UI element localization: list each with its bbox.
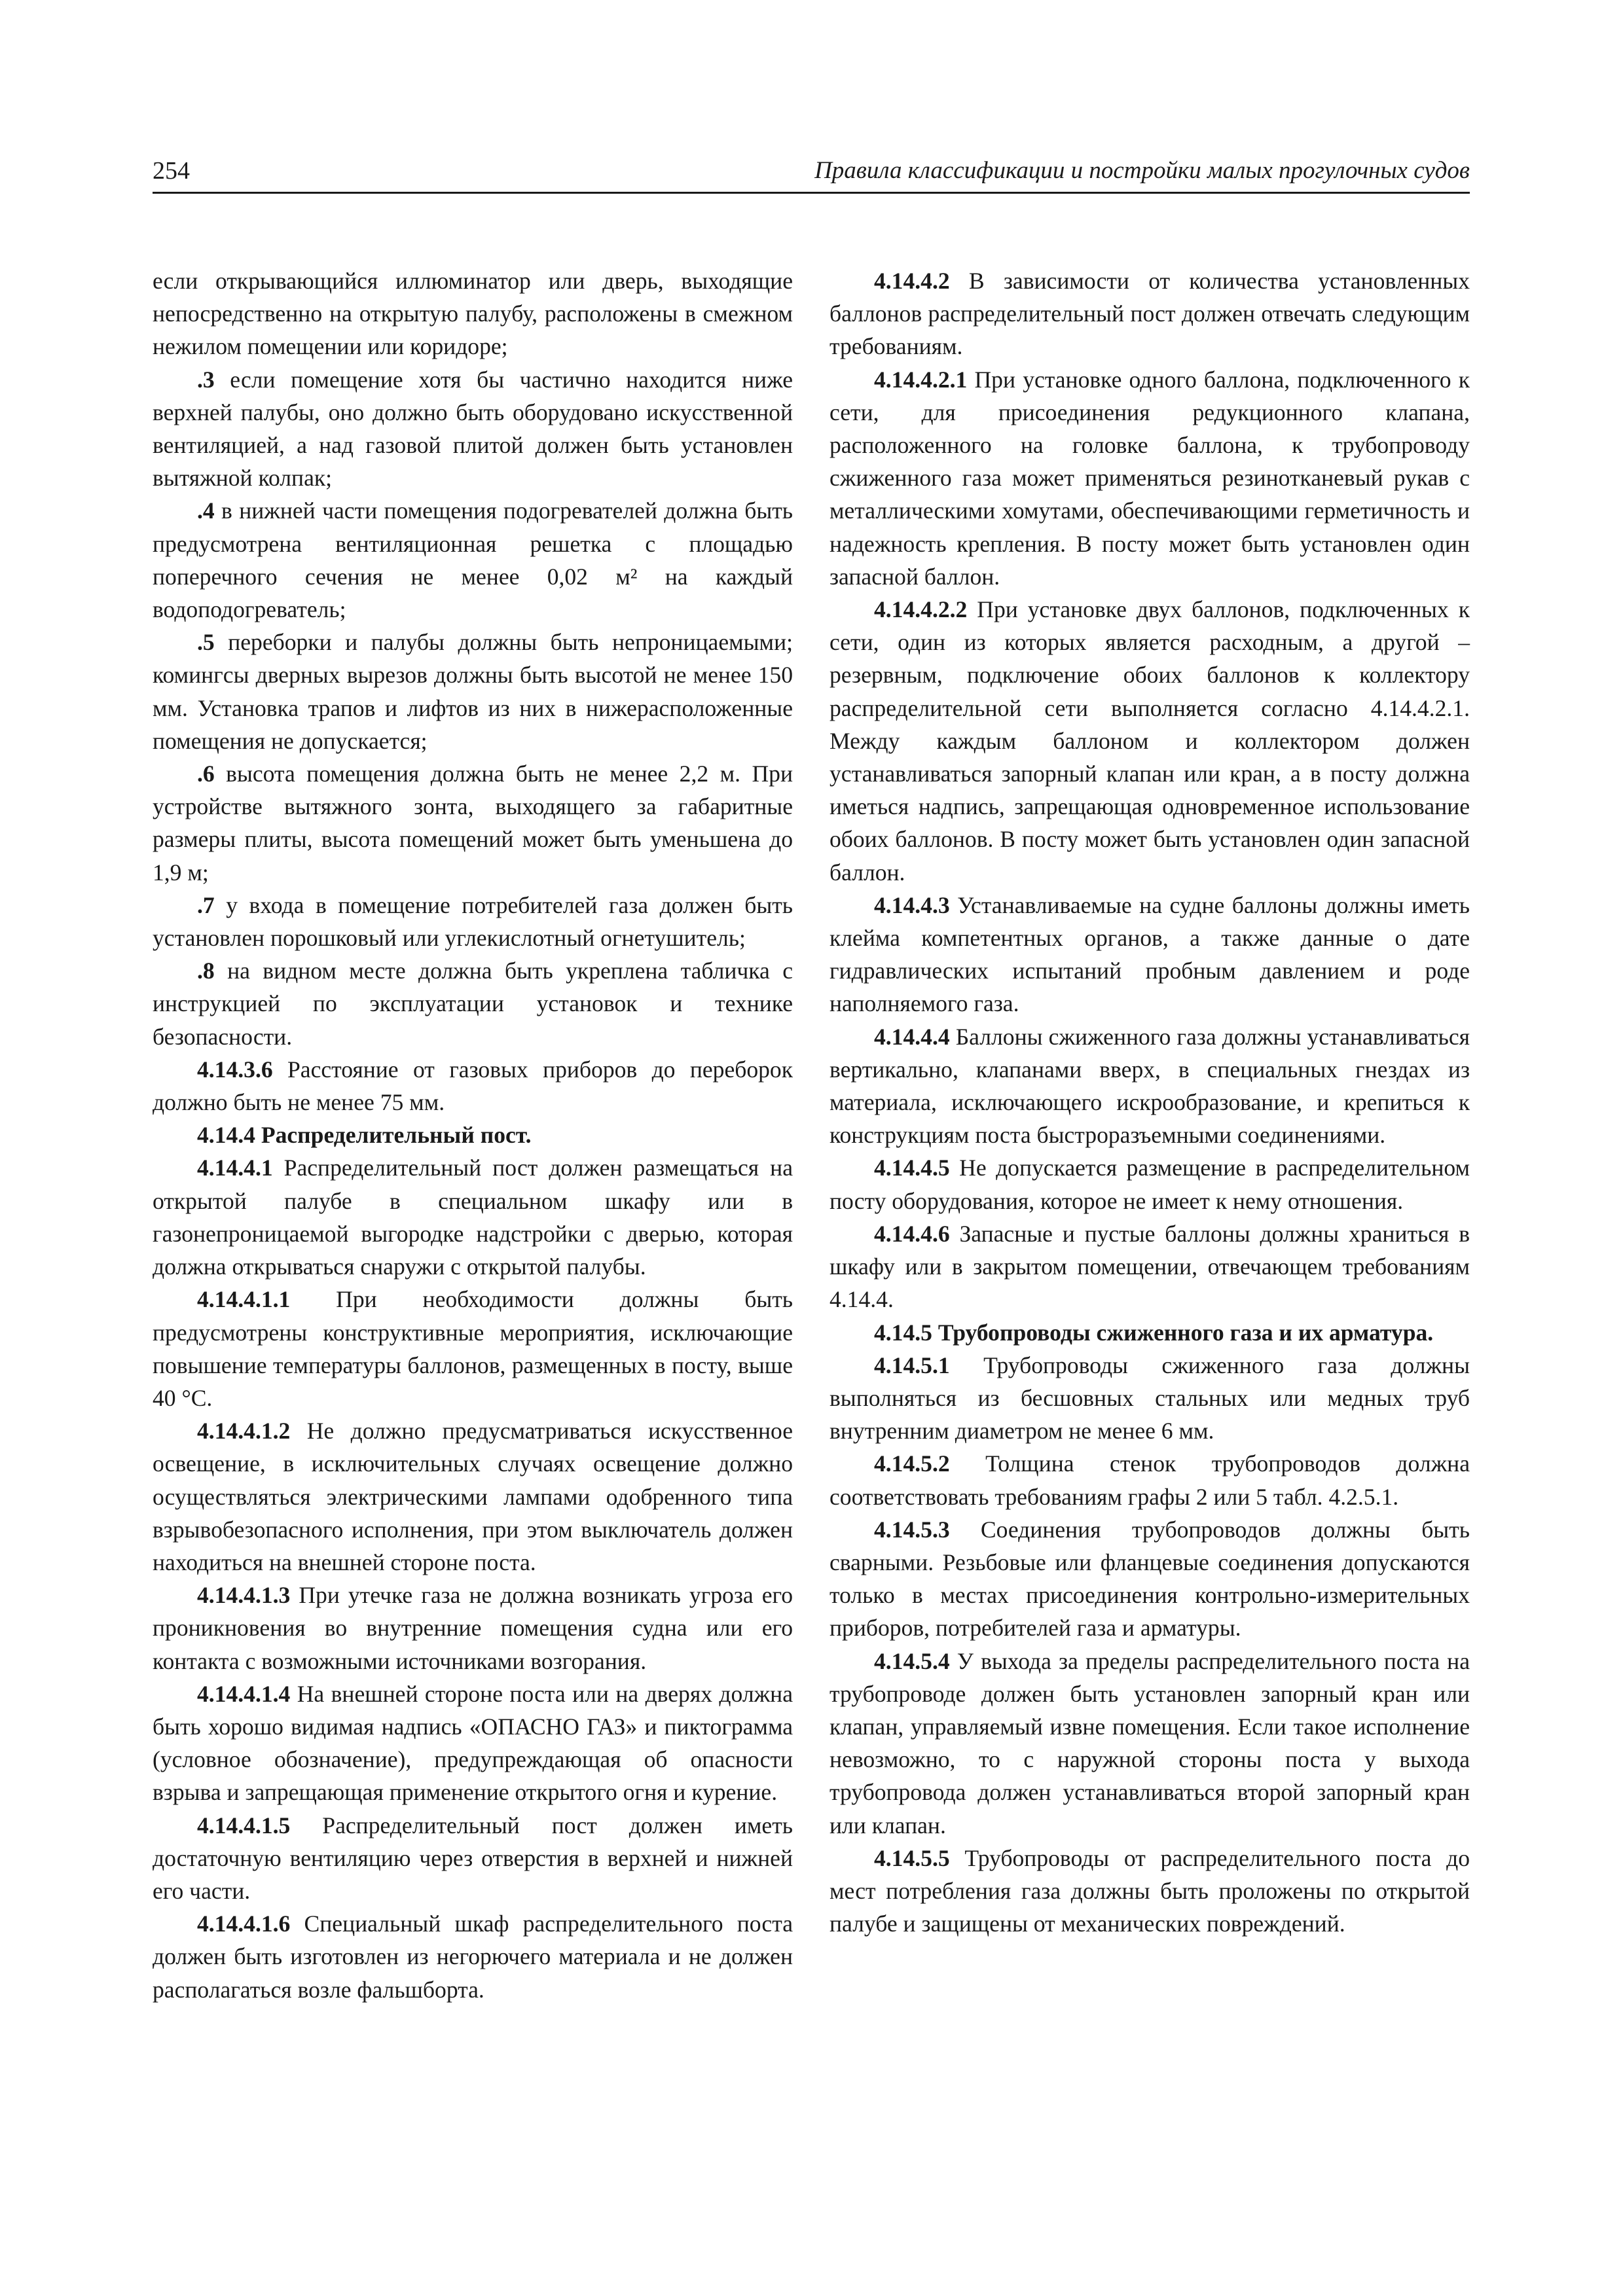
clause	[830, 363, 1470, 593]
clause-number: 4.14.4.4	[874, 1023, 950, 1050]
list-item	[153, 626, 793, 757]
clause	[830, 1645, 1470, 1842]
item-number: .6	[197, 761, 215, 787]
clause	[830, 889, 1470, 1020]
clause-number: 4.14.4.1.3	[197, 1582, 291, 1609]
item-text: у входа в помещение потребителей газа должен быть установлен порошковый или углекислотный огнетушитель;	[153, 891, 793, 952]
clause-text: При необходимости должны быть предусмотрены конструктивные мероприятия, исключающие повышение температуры баллонов, размещенных в посту, выше 40 °С.	[153, 1286, 793, 1411]
clause-text: Трубопроводы от распределительного поста до мест потребления газа должны быть проложены по открытой палубе и защищены от механических повреждений.	[830, 1844, 1470, 1937]
clause	[830, 1217, 1470, 1316]
clause-text: Баллоны сжиженного газа должны устанавливаться вертикально, клапанами вверх, в специальных гнездах из материала, исключающего искрообразование, и крепиться к конструкциям поста быстроразъемными соединениями.	[830, 1023, 1470, 1149]
item-text: если помещение хотя бы частично находится ниже верхней палубы, оно должно быть оборудовано искусственной вентиляцией, а над газовой плитой должен быть установлен вытяжной колпак;	[153, 366, 793, 492]
list-item	[153, 757, 793, 889]
clause	[830, 1513, 1470, 1645]
clause-text: Специальный шкаф распределительного поста должен быть изготовлен из негорючего материала и не должен располагаться возле фальшборта.	[153, 1910, 793, 2003]
page-header	[153, 154, 1470, 194]
item-number: .5	[197, 629, 215, 656]
clause-number: 4.14.5.5	[874, 1844, 950, 1871]
list-item	[153, 494, 793, 626]
clause	[153, 1907, 793, 2006]
clause-text: Толщина стенок трубопроводов должна соответствовать требованиям графы 2 или 5 табл. 4.2.5.1.	[830, 1450, 1470, 1510]
clause	[153, 1579, 793, 1677]
paragraph	[153, 264, 793, 363]
list-item	[153, 954, 793, 1053]
clause-text: Устанавливаемые на судне баллоны должны иметь клейма компетентных органов, а также данные о дате гидравлических испытаний пробным давлением и роде наполняемого газа.	[830, 891, 1470, 1017]
header-divider	[153, 192, 1470, 194]
clause-text: Не должно предусматриваться искусственное освещение, в исключительных случаях освещение должно осуществляться электрическими лампами одобренного типа взрывобезопасного исполнения, при этом выключатель должен находиться на внешней стороне поста.	[153, 1418, 793, 1575]
list-item	[153, 363, 793, 495]
clause-number: 4.14.4.1.2	[197, 1418, 291, 1444]
clause-text: При установке двух баллонов, подключенных к сети, один из которых является расходным, а другой – резервным, подключение обоих баллонов к коллектору распределительной сети выполняется согласно 4.14.4.2.1. Между каждым баллоном и коллектором должен устанавливаться запорный клапан или кран, а в посту должна иметься надпись, запрещающая одновременное использование обоих баллонов. В посту может быть установлен один запасной баллон.	[830, 596, 1470, 886]
clause-number: 4.14.4.2.1	[874, 366, 968, 393]
list-item	[153, 889, 793, 954]
item-number: .3	[197, 366, 215, 393]
clause-text: Распределительный пост должен размещаться на открытой палубе в специальном шкафу или в газонепроницаемой выгородке надстройки с дверью, которая должна открываться снаружи с открытой палубы.	[153, 1155, 793, 1280]
item-text: высота помещения должна быть не менее 2,2 м. При устройстве вытяжного зонта, выходящего за габаритные размеры плиты, высота помещений может быть уменьшена до 1,9 м;	[153, 761, 793, 886]
clause-number: 4.14.4.1.1	[197, 1286, 291, 1313]
clause-number: 4.14.4.1.6	[197, 1910, 291, 1937]
section-heading	[830, 1316, 1470, 1349]
clause-number: 4.14.4.2.2	[874, 596, 968, 623]
clause	[830, 1842, 1470, 1941]
clause-number: 4.14.4.1	[197, 1155, 273, 1181]
item-text: на видном месте должна быть укреплена табличка с инструкцией по эксплуатации установок и технике безопасности.	[153, 958, 793, 1050]
clause	[830, 1020, 1470, 1152]
right-text-column	[830, 264, 1470, 1940]
clause	[830, 264, 1470, 363]
item-number: .7	[197, 891, 215, 918]
clause-text: В зависимости от количества установленных баллонов распределительный пост должен отвечать следующим требованиям.	[830, 268, 1470, 360]
clause-text: При установке одного баллона, подключенного к сети, для присоединения редукционного клапана, расположенного на головке баллона, к трубопроводу сжиженного газа может применяться резинотканевый рукав с металлическими хомутами, обеспечивающими герметичность и надежность крепления. В посту может быть установлен один запасной баллон.	[830, 366, 1470, 590]
section-heading-text: 4.14.5 Трубопроводы сжиженного газа и их арматура.	[874, 1319, 1434, 1346]
clause	[830, 1151, 1470, 1217]
clause-number: 4.14.4.1.4	[197, 1680, 291, 1707]
section-heading	[153, 1119, 793, 1151]
clause-text: На внешней стороне поста или на дверях должна быть хорошо видимая надпись «ОПАСНО ГАЗ» и пиктограмма (условное обозначение), предупреждающая об опасности взрыва и запрещающая применение открытого огня и курение.	[153, 1680, 793, 1806]
clause-number: 4.14.4.5	[874, 1155, 950, 1181]
clause-number: 4.14.4.1.5	[197, 1812, 291, 1839]
clause	[153, 1151, 793, 1283]
left-text-column	[153, 264, 793, 2006]
page-number: 254	[153, 157, 190, 185]
clause-number: 4.14.5.1	[874, 1352, 950, 1378]
clause-text: Запасные и пустые баллоны должны храниться в шкафу или в закрытом помещении, отвечающем требованиям 4.14.4.	[830, 1220, 1470, 1313]
clause	[153, 1053, 793, 1119]
clause-number: 4.14.4.2	[874, 268, 950, 294]
paragraph-text: если открывающийся иллюминатор или дверь, выходящие непосредственно на открытую палубу, расположены в смежном нежилом помещении или коридоре;	[153, 268, 793, 360]
item-text: в нижней части помещения подогревателей должна быть предусмотрена вентиляционная решетка с площадью поперечного сечения не менее 0,02 м² на каждый водоподогреватель;	[153, 497, 793, 623]
clause	[153, 1283, 793, 1414]
clause-number: 4.14.5.2	[874, 1450, 950, 1477]
clause	[153, 1809, 793, 1908]
clause-number: 4.14.5.4	[874, 1647, 950, 1674]
item-text: переборки и палубы должны быть непроницаемыми; комингсы дверных вырезов должны быть высотой не менее 150 мм. Установка трапов и лифтов из них в нижерасположенные помещения не допускается;	[153, 629, 793, 754]
clause-text: Не допускается размещение в распределительном посту оборудования, которое не имеет к нему отношения.	[830, 1155, 1470, 1214]
item-number: .4	[197, 497, 215, 524]
clause-number: 4.14.4.3	[874, 891, 950, 918]
clause-text: Распределительный пост должен иметь достаточную вентиляцию через отверстия в верхней и нижней его части.	[153, 1812, 793, 1904]
running-title: Правила классификации и постройки малых прогулочных судов	[814, 157, 1470, 184]
clause-text: Трубопроводы сжиженного газа должны выполняться из бесшовных стальных или медных труб внутренним диаметром не менее 6 мм.	[830, 1352, 1470, 1444]
section-heading-text: 4.14.4 Распределительный пост.	[197, 1122, 532, 1149]
clause	[153, 1414, 793, 1579]
clause	[830, 593, 1470, 889]
clause-number: 4.14.5.3	[874, 1516, 950, 1543]
clause-text: Соединения трубопроводов должны быть сварными. Резьбовые или фланцевые соединения допускаются только в местах присоединения контрольно-измерительных приборов, потребителей газа и арматуры.	[830, 1516, 1470, 1641]
clause	[830, 1349, 1470, 1448]
clause-text: У выхода за пределы распределительного поста на трубопроводе должен быть установлен запорный кран или клапан, управляемый извне помещения. Если такое исполнение невозможно, то с наружной стороны поста у выхода трубопровода должен устанавливаться второй запорный кран или клапан.	[830, 1647, 1470, 1839]
clause	[830, 1447, 1470, 1513]
clause-text: При утечке газа не должна возникать угроза его проникновения во внутренние помещения судна или его контакта с возможными источниками возгорания.	[153, 1582, 793, 1674]
clause-text: Расстояние от газовых приборов до переборок должно быть не менее 75 мм.	[153, 1056, 793, 1116]
clause	[153, 1677, 793, 1809]
item-number: .8	[197, 958, 215, 984]
clause-number: 4.14.4.6	[874, 1220, 950, 1247]
clause-number: 4.14.3.6	[197, 1056, 273, 1083]
